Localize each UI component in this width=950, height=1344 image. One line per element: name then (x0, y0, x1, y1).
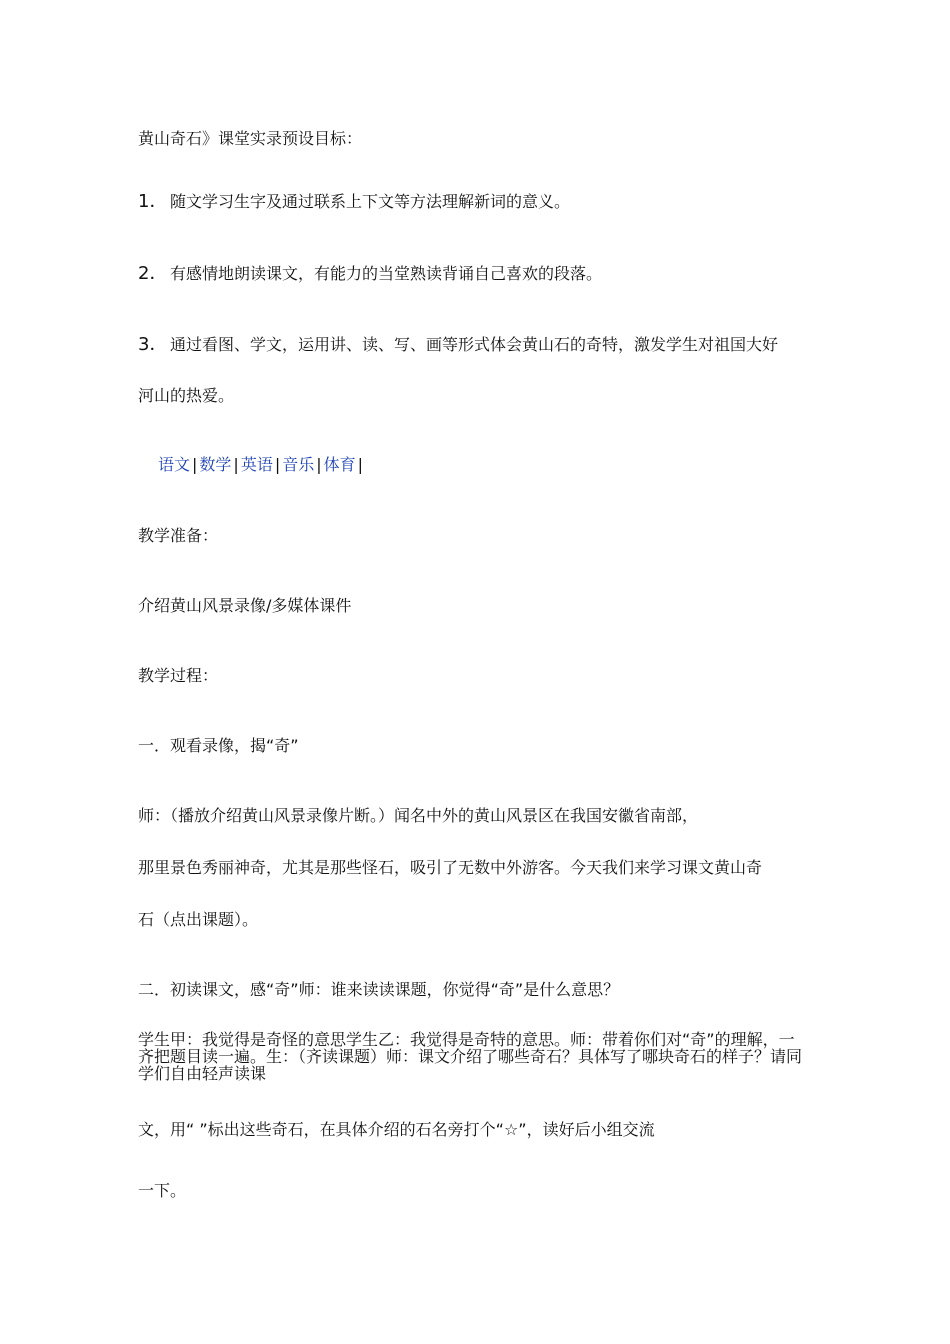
goal-number: 2． (138, 263, 168, 284)
goal-item-1 (138, 192, 828, 212)
nav-link-pe[interactable]: 体育 (323, 455, 356, 474)
prep-text: 介绍黄山风景录像/多媒体课件 (138, 596, 352, 615)
step1-paragraph-2: 那里景色秀丽神奇，尤其是那些怪石，吸引了无数中外游客。今天我们来学习课文黄山奇 (138, 858, 763, 877)
nav-separator: | (233, 455, 239, 474)
goal-item-3 (138, 335, 828, 355)
nav-separator: | (274, 455, 281, 474)
nav-link-chinese[interactable]: 语文 (158, 455, 191, 474)
goal-number: 3． (138, 334, 168, 355)
step1-paragraph-1: 师：（播放介绍黄山风景录像片断。）闻名中外的黄山风景区在我国安徽省南部， (138, 806, 699, 825)
goal-number: 1． (138, 191, 168, 212)
step2-paragraph-3: 一下。 (138, 1181, 187, 1200)
nav-separator: | (357, 455, 364, 474)
prep-heading: 教学准备： (138, 526, 219, 545)
nav-separator: | (316, 455, 322, 474)
subject-nav (158, 455, 365, 475)
nav-link-music[interactable]: 音乐 (282, 455, 315, 474)
nav-separator: | (192, 455, 198, 474)
goal-item-3-continuation: 河山的热爱。 (138, 386, 235, 405)
step2-heading: 二．初读课文，感“奇”师：谁来读读课题，你觉得“奇”是什么意思？ (138, 980, 620, 999)
process-heading: 教学过程： (138, 666, 219, 685)
nav-link-english[interactable]: 英语 (240, 455, 273, 474)
step2-paragraph-2: 文，用“ ”标出这些奇石，在具体介绍的石名旁打个“☆”，读好后小组交流 (138, 1120, 655, 1139)
goal-text: 有感情地朗读课文，有能力的当堂熟读背诵自己喜欢的段落。 (170, 264, 603, 283)
goal-item-2 (138, 264, 828, 284)
goal-text: 随文学习生字及通过联系上下文等方法理解新词的意义。 (170, 192, 571, 211)
step1-paragraph-3: 石（点出课题）。 (138, 910, 259, 929)
document-title: 黄山奇石》课堂实录预设目标： (138, 129, 363, 148)
step1-heading: 一．观看录像，揭“奇” (138, 736, 299, 755)
step2-paragraph-1: 学生甲：我觉得是奇怪的意思学生乙：我觉得是奇特的意思。师：带着你们对“奇”的理解，一齐把题目读一遍。生：（齐读课题）师：课文介绍了哪些奇石？具体写了哪块奇石的样子？请同学们自由轻声读课 (138, 1030, 803, 1083)
nav-link-math[interactable]: 数学 (199, 455, 232, 474)
goal-text: 通过看图、学文，运用讲、读、写、画等形式体会黄山石的奇特，激发学生对祖国大好 (170, 335, 779, 354)
